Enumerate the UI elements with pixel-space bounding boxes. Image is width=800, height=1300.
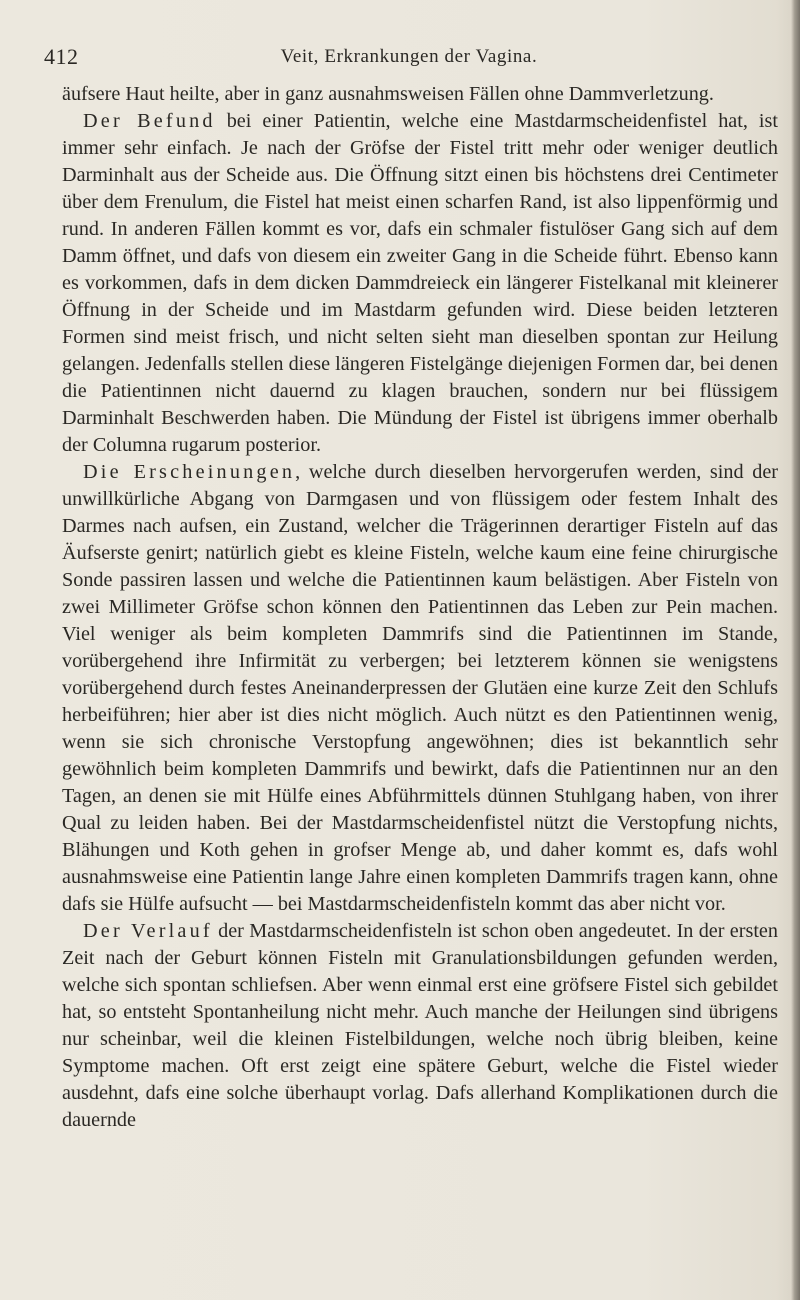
paragraph-text: bei einer Patientin, welche eine Mastdarmscheidenfistel hat, ist immer sehr einfach. Je nach der Gröfse der Fistel tritt mehr oder weniger deutlich Darminhalt aus der Scheide aus. Die Öffnung sitzt einen bis höchstens drei Centimeter über dem Frenulum, die Fistel hat meist einen scharfen Rand, ist also lippenförmig und rund. In anderen Fällen kommt es vor, dafs ein schmaler fistulöser Gang sich auf dem Damm öffnet, und dafs von diesem ein zweiter Gang in die Scheide führt. Ebenso kann es vorkommen, dafs in dem dicken Dammdreieck ein längerer Fistelkanal mit kleinerer Öffnung in der Scheide und im Mastdarm gefunden wird. Diese beiden letzteren Formen sind meist frisch, und nicht selten sieht man dieselben spontan zur Heilung gelangen. Jedenfalls stellen diese längeren Fistelgänge diejenigen Formen dar, bei denen die Patientinnen nicht dauernd zu klagen brauchen, sondern nur bei flüssigem Darminhalt Beschwerden haben. Die Mündung der Fistel ist übrigens immer oberhalb der Columna rugarum posterior. [62, 110, 778, 456]
page-number: 412 [44, 44, 79, 69]
paragraph-erscheinungen [62, 459, 778, 918]
paragraph-continuation [62, 81, 778, 108]
body-text [62, 81, 778, 1134]
paragraph-lead: Der Befund [83, 110, 216, 132]
paragraph-lead: Der Verlauf [83, 920, 213, 942]
paragraph-text: , welche durch dieselben hervorgerufen werden, sind der unwillkürliche Abgang von Darmgasen und von flüssigem oder festem Inhalt des Darmes nach aufsen, ein Zustand, welcher die Trägerinnen derartiger Fisteln auf das Äufserste genirt; natürlich giebt es kleine Fisteln, welche kaum eine feine chirurgische Sonde passiren lassen und welche die Patientinnen kaum belästigen. Aber Fisteln von zwei Millimeter Gröfse schon können den Patientinnen das Leben zur Pein machen. Viel weniger als beim kompleten Dammrifs sind die Patientinnen im Stande, vorübergehend ihre Infirmität zu verbergen; bei letzterem können sie wenigstens vorübergehend durch festes Aneinanderpressen der Glutäen eine kurze Zeit den Schlufs herbeiführen; hier aber ist dies nicht möglich. Auch nützt es den Patientinnen wenig, wenn sie sich chronische Verstopfung angewöhnen; dies ist bekanntlich sehr gewöhnlich beim kompleten Dammrifs und bewirkt, dafs die Patientinnen nur an den Tagen, an denen sie mit Hülfe eines Abführmittels dünnen Stuhlgang haben, von ihrer Qual zu leiden haben. Bei der Mastdarmscheidenfistel nützt die Verstopfung nichts, Blähungen und Koth gehen in grofser Menge ab, und daher kommt es, dafs wohl ausnahmsweise eine Patientin lange Jahre einen kompleten Dammrifs tragen kann, ohne dafs sie Hülfe aufsucht — bei Mastdarmscheidenfisteln kommt das aber nicht vor. [62, 461, 778, 915]
paragraph-verlauf [62, 918, 778, 1134]
page-binding-edge [791, 0, 800, 1300]
running-title: Veit, Erkrankungen der Vagina. [280, 46, 538, 67]
running-header [44, 44, 774, 74]
paragraph-befund [62, 108, 778, 459]
paragraph-text: äufsere Haut heilte, aber in ganz ausnahmsweisen Fällen ohne Dammverletzung. [62, 83, 714, 105]
paragraph-lead: Die Erscheinungen [83, 461, 296, 483]
paragraph-text: der Mastdarmscheidenfisteln ist schon oben angedeutet. In der ersten Zeit nach der Geburt können Fisteln mit Granulationsbildungen gefunden werden, welche sich spontan schliefsen. Aber wenn einmal erst eine gröfsere Fistel sich gebildet hat, so entsteht Spontanheilung nicht mehr. Auch manche der Heilungen sind übrigens nur scheinbar, weil die kleinen Fistelbildungen, welche noch übrig bleiben, keine Symptome machen. Oft erst zeigt eine spätere Geburt, welche die Fistel wieder ausdehnt, dafs eine solche überhaupt vorlag. Dafs allerhand Komplikationen durch die dauernde [62, 920, 778, 1131]
